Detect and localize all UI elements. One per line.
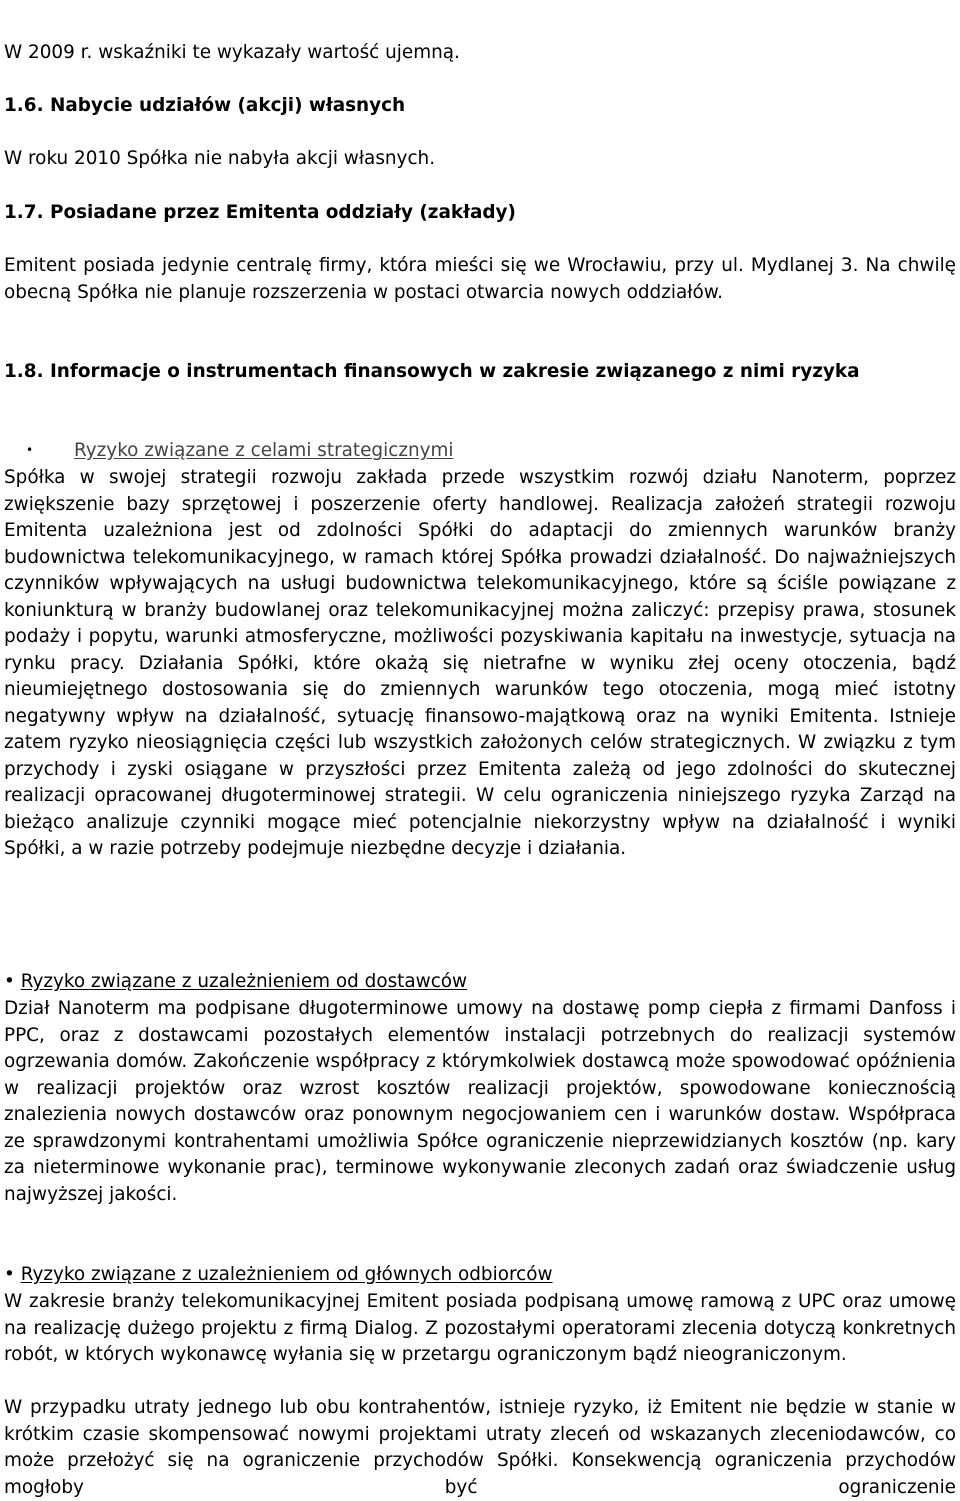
- heading-1-8: 1.8. Informacje o instrumentach finansowych w zakresie związanego z nimi ryzyka: [4, 361, 860, 382]
- risk3-title-text: Ryzyko związane z uzależnieniem od głównych odbiorców: [20, 1264, 553, 1285]
- risk2-paragraph: Dział Nanoterm ma podpisane długoterminowe umowy na dostawę pomp ciepła z firmami Danfoss i PPC, oraz z dostawcami pozostałych elementów instalacji potrzebnych do realizacji systemów ogrzewania domów. Zakończenie współpracy z którymkolwiek dostawcą może spowodować opóźnienia w realizacji projektów oraz wzrost kosztów realizacji projektów, spowodowane koniecznością znalezienia nowych dostawców oraz ponownym negocjowaniem cen i warunków dostaw. Współpraca ze sprawdzonymi kontrahentami umożliwia Spółce ograniczenie nieprzewidzianych kosztów (np. kary za nieterminowe wykonanie prac), terminowe wykonywanie zleconych zadań oraz świadczenie usług najwyższej jakości.: [4, 998, 956, 1205]
- paragraph-1-7: Emitent posiada jedynie centralę firmy, która mieści się we Wrocławiu, przy ul. Mydlanej 3. Na chwilę obecną Spółka nie planuje rozszerzenia w postaci otwarcia nowych oddziałów.: [4, 255, 956, 303]
- risk3-paragraph-b: W przypadku utraty jednego lub obu kontrahentów, istnieje ryzyko, iż Emitent nie będzie w stanie w krótkim czasie skompensować nowymi projektami utraty zleceń od wskazanych zleceniodawców, co może przełożyć się na ograniczenie przychodów Spółki. Konsekwencją ograniczenia przychodów mogłoby być ograniczenie: [4, 1397, 956, 1498]
- bullet-icon: •: [26, 443, 34, 457]
- risk2-title: [4, 969, 956, 996]
- paragraph-1-6: W roku 2010 Spółka nie nabyła akcji własnych.: [4, 148, 436, 169]
- heading-1-6: 1.6. Nabycie udziałów (akcji) własnych: [4, 95, 406, 116]
- bullet-icon: •: [4, 1264, 15, 1285]
- risk3-paragraph-a: W zakresie branży telekomunikacyjnej Emitent posiada podpisaną umowę ramową z UPC oraz umowę na realizację dużego projektu z firmą Dialog. Z pozostałymi operatorami zlecenia dotyczą konkretnych robót, w których wykonawcę wyłania się w przetargu ograniczonym bądź nieograniczonym.: [4, 1291, 956, 1365]
- heading-1-7: 1.7. Posiadane przez Emitenta oddziały (zakłady): [4, 202, 516, 223]
- risk1-title: [74, 438, 956, 465]
- bullet-icon: •: [4, 971, 15, 992]
- risk2-title-text: Ryzyko związane z uzależnieniem od dostawców: [20, 971, 468, 992]
- risk1-paragraph: Spółka w swojej strategii rozwoju zakłada przede wszystkim rozwój działu Nanoterm, poprzez zwiększenie bazy sprzętowej i poszerzenie oferty handlowej. Realizacja założeń strategii rozwoju Emitenta uzależniona jest od zdolności Spółki do adaptacji do zmiennych warunków branży budownictwa telekomunikacyjnego, w ramach której Spółka prowadzi działalność. Do najważniejszych czynników wpływających na usługi budownictwa telekomunikacyjnego, które są ściśle powiązane z koniunkturą w branży budowlanej oraz telekomunikacyjnej można zaliczyć: przepisy prawa, stosunek podaży i popytu, warunki atmosferyczne, możliwości pozyskiwania kapitału na inwestycje, sytuacja na rynku pracy. Działania Spółki, które okażą się nietrafne w wyniku złej oceny otoczenia, bądź nieumiejętnego dostosowania się do zmiennych warunków tego otoczenia, mogą mieć istotny negatywny wpływ na działalność, sytuację finansowo-majątkową oraz na wyniki Emitenta. Istnieje zatem ryzyko nieosiągnięcia części lub wszystkich założonych celów strategicznych. W związku z tym przychody i zyski osiągane w przyszłości przez Emitenta zależą od jego zdolności do skutecznej realizacji opracowanej długoterminowej strategii. W celu ograniczenia niniejszego ryzyka Zarząd na bieżąco analizuje czynniki mogące mieć potencjalnie niekorzystny wpływ na działalność i wyniki Spółki, a w razie potrzeby podejmuje niezbędne decyzje i działania.: [4, 467, 956, 859]
- risk1-title-text: Ryzyko związane z celami strategicznymi: [74, 440, 454, 461]
- paragraph-2009: W 2009 r. wskaźniki te wykazały wartość ujemną.: [4, 42, 460, 63]
- risk3-title: [4, 1262, 956, 1289]
